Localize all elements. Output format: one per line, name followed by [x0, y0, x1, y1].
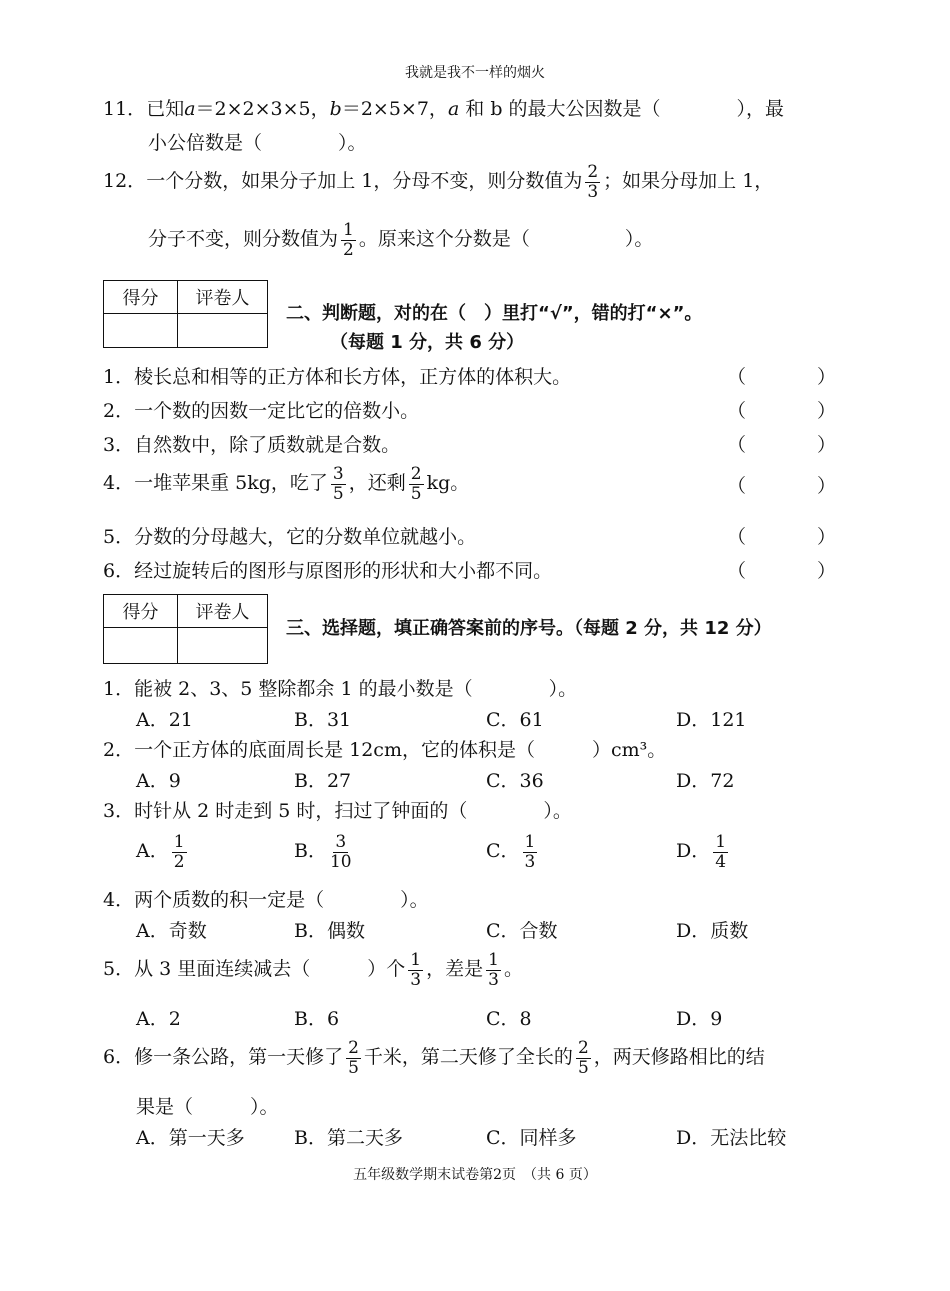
question-text: ，差是	[426, 958, 484, 980]
numerator: 2	[410, 463, 422, 484]
question-text: 6．修一条公路，第一天修了	[103, 1046, 344, 1068]
option-a[interactable]: A．奇数	[136, 920, 207, 942]
choice-question	[103, 1032, 765, 1082]
denominator: 3	[410, 969, 422, 990]
denominator: 2	[343, 239, 354, 260]
fraction	[576, 1037, 591, 1078]
item-number: 5．	[103, 526, 135, 548]
choice-question: 3．时针从 2 时走到 5 时，扫过了钟面的（ ）。	[103, 800, 572, 822]
choice-question: 1．能被 2、3、5 整除都余 1 的最小数是（ ）。	[103, 678, 578, 700]
option-label: D．	[676, 840, 711, 862]
question-text: 已知	[146, 98, 185, 120]
paren-right: ）	[817, 366, 837, 388]
paren-left: （	[727, 434, 747, 456]
numerator: 2	[587, 161, 599, 182]
option-b[interactable]: B．31	[294, 709, 352, 731]
option-a[interactable]: A．21	[136, 709, 193, 731]
numerator: 1	[524, 831, 536, 852]
score-box	[103, 280, 268, 348]
option-b[interactable]: B．第二天多	[294, 1127, 403, 1149]
item-number: 3．	[103, 434, 135, 456]
option-a[interactable]	[136, 826, 190, 876]
judge-item	[103, 396, 419, 423]
fraction	[409, 463, 424, 504]
option-c[interactable]: C．36	[486, 770, 544, 792]
paren-right: ）	[817, 560, 837, 582]
variable-a: a	[447, 98, 460, 120]
paren-right: ）	[817, 400, 837, 422]
option-c[interactable]: C．61	[486, 709, 544, 731]
fraction	[172, 831, 187, 872]
option-c[interactable]	[486, 826, 540, 876]
grader-label: 评卷人	[178, 595, 268, 628]
paren-right: ）	[817, 475, 837, 497]
paren-left: （	[727, 400, 747, 422]
denominator: 5	[348, 1057, 359, 1078]
question-text: 千米，第二天修了全长的	[363, 1046, 573, 1068]
option-d[interactable]: D．质数	[676, 920, 749, 942]
option-b[interactable]	[294, 826, 355, 876]
denominator: 5	[577, 1057, 589, 1078]
option-d[interactable]: D．无法比较	[676, 1127, 787, 1149]
section-title: 二、判断题，对的在（ ）里打“√”，错的打“×”。	[286, 303, 703, 324]
numerator: 1	[410, 949, 422, 970]
option-a[interactable]: A．第一天多	[136, 1127, 245, 1149]
variable-b: b	[329, 98, 342, 120]
option-label: A．	[136, 840, 169, 862]
section-title: 三、选择题，填正确答案前的序号。（每题 2 分，共 12 分）	[286, 618, 772, 639]
paren-right: ）	[817, 434, 837, 456]
variable-a: a	[184, 98, 196, 120]
question-11-line2: 小公倍数是（ ）。	[148, 132, 367, 154]
question-text: ，两天修路相比的结	[593, 1046, 765, 1068]
section-subtitle: （每题 1 分，共 6 分）	[330, 332, 525, 353]
expression-a: ＝2×2×3×5，	[195, 98, 330, 120]
denominator: 10	[329, 851, 352, 872]
option-d[interactable]: D．72	[676, 770, 735, 792]
choice-question: 2．一个正方体的底面周长是 12cm，它的体积是（ ）cm³。	[103, 739, 667, 761]
judge-item	[103, 362, 571, 389]
item-text: 自然数中，除了质数就是合数。	[134, 434, 401, 456]
choice-question-line2: 果是（ ）。	[136, 1096, 279, 1118]
numerator: 2	[577, 1037, 589, 1058]
item-number: 2．	[103, 400, 135, 422]
numerator: 1	[488, 949, 499, 970]
option-c[interactable]: C．合数	[486, 920, 558, 942]
judge-item	[103, 556, 552, 583]
option-c[interactable]: C．8	[486, 1008, 532, 1030]
paren-right: ）	[817, 526, 837, 548]
question-text: 。	[503, 958, 523, 980]
question-text: 一个分数，如果分子加上 1，分母不变，则分数值为	[146, 170, 583, 192]
judge-item	[103, 522, 476, 549]
denominator: 5	[332, 483, 344, 504]
paren-left: （	[727, 366, 747, 388]
item-text: 棱长总和相等的正方体和长方体，正方体的体积大。	[134, 366, 572, 388]
option-b[interactable]: B．偶数	[294, 920, 365, 942]
question-text: ；如果分母加上 1，	[603, 170, 774, 192]
fraction	[331, 463, 346, 504]
numerator: 3	[335, 831, 347, 852]
option-label: C．	[486, 840, 520, 862]
score-box	[103, 594, 268, 664]
item-text: kg。	[426, 472, 470, 494]
item-number: 6．	[103, 560, 135, 582]
question-number: 12．	[103, 170, 147, 192]
option-label: B．	[294, 840, 327, 862]
question-number: 11．	[103, 98, 147, 120]
denominator: 4	[715, 851, 727, 872]
denominator: 3	[587, 181, 599, 202]
question-11	[103, 94, 784, 121]
fraction	[523, 831, 538, 872]
paren-left: （	[727, 526, 747, 548]
grader-cell[interactable]	[178, 628, 268, 664]
page-footer: 五年级数学期末试卷第2页 （共 6 页）	[353, 1167, 597, 1183]
option-b[interactable]: B．6	[294, 1008, 340, 1030]
question-12	[103, 158, 773, 204]
numerator: 1	[343, 219, 354, 240]
option-d[interactable]	[676, 826, 731, 876]
grader-cell[interactable]	[178, 314, 268, 348]
item-text: 一个数的因数一定比它的倍数小。	[134, 400, 420, 422]
item-text: 经过旋转后的图形与原图形的形状和大小都不同。	[134, 560, 553, 582]
score-cell[interactable]	[104, 628, 178, 664]
item-text: 一堆苹果重 5kg，吃了	[134, 472, 328, 494]
question-text: 5．从 3 里面连续减去（ ）个	[103, 958, 406, 980]
page-header: 我就是我不一样的烟火	[405, 65, 545, 81]
item-text: ，还剩	[348, 472, 406, 494]
grader-label: 评卷人	[178, 281, 268, 314]
numerator: 1	[173, 831, 185, 852]
option-b[interactable]: B．27	[294, 770, 352, 792]
fraction	[346, 1037, 361, 1078]
fraction	[329, 831, 352, 872]
choice-question	[103, 944, 523, 994]
option-c[interactable]: C．同样多	[486, 1127, 577, 1149]
item-text: 分数的分母越大，它的分数单位就越小。	[134, 526, 477, 548]
paren-left: （	[727, 560, 747, 582]
numerator: 2	[348, 1037, 359, 1058]
fraction	[408, 949, 423, 990]
choice-question: 4．两个质数的积一定是（ ）。	[103, 889, 429, 911]
question-text: 分子不变，则分数值为	[148, 228, 339, 250]
denominator: 5	[410, 483, 422, 504]
denominator: 2	[173, 851, 185, 872]
denominator: 3	[524, 851, 536, 872]
item-number: 4．	[103, 472, 135, 494]
score-cell[interactable]	[104, 314, 178, 348]
question-text: 和 b 的最大公因数是（ ），最	[459, 98, 785, 120]
question-text: 。原来这个分数是（ ）。	[358, 228, 654, 250]
fraction	[585, 161, 600, 202]
option-d[interactable]: D．121	[676, 709, 747, 731]
option-a[interactable]: A．2	[136, 1008, 181, 1030]
score-label: 得分	[104, 281, 178, 314]
expression-b: ＝2×5×7，	[341, 98, 448, 120]
score-label: 得分	[104, 595, 178, 628]
fraction	[486, 949, 501, 990]
paren-left: （	[727, 475, 747, 497]
denominator: 3	[488, 969, 499, 990]
numerator: 1	[715, 831, 727, 852]
option-a[interactable]: A．9	[136, 770, 181, 792]
fraction	[713, 831, 728, 872]
judge-item	[103, 430, 400, 457]
option-d[interactable]: D．9	[676, 1008, 723, 1030]
item-number: 1．	[103, 366, 135, 388]
judge-item	[103, 458, 469, 508]
fraction	[341, 219, 356, 260]
question-12-line2	[148, 216, 653, 262]
numerator: 3	[332, 463, 344, 484]
